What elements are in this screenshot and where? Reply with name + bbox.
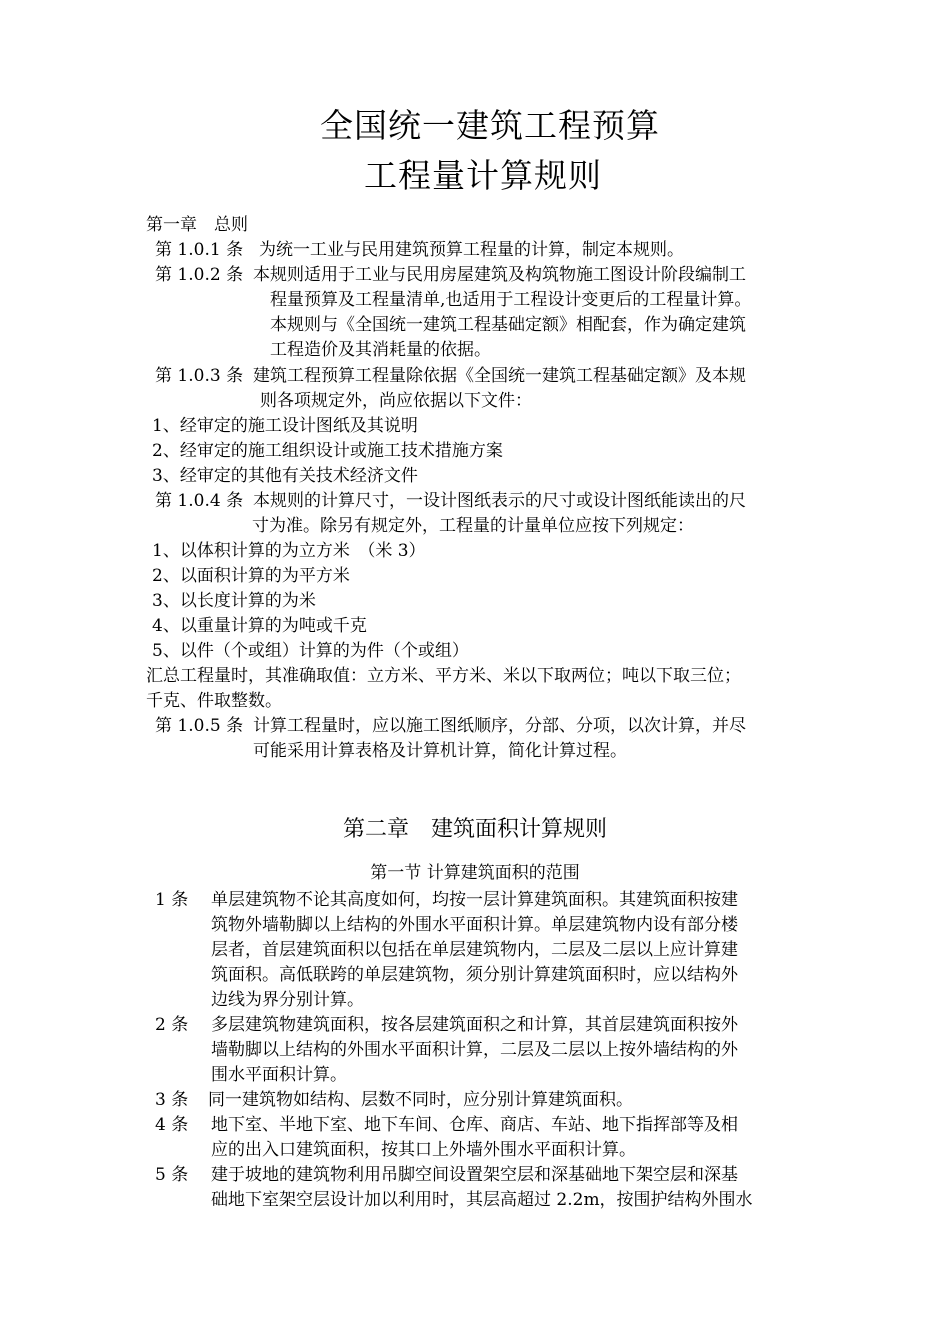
chapter2-heading: 第二章 建筑面积计算规则 [342, 817, 607, 842]
list-item: 3、以长度计算的为米 [152, 591, 316, 611]
document-title-line2: 工程量计算规则 [364, 156, 602, 195]
article-text: 多层建筑物建筑面积，按各层建筑面积之和计算，其首层建筑面积按外 [211, 1015, 738, 1035]
article-text: 建筑工程预算工程量除依据《全国统一建筑工程基础定额》及本规 [253, 366, 746, 386]
article-number: 第 1.0.3 条 [155, 366, 244, 386]
article-text: 墙勒脚以上结构的外围水平面积计算，二层及二层以上按外墙结构的外 [211, 1040, 738, 1060]
article-text: 单层建筑物不论其高度如何，均按一层计算建筑面积。其建筑面积按建 [211, 890, 738, 910]
article-text: 边线为界分别计算。 [211, 990, 364, 1010]
article-text: 层者，首层建筑面积以包括在单层建筑物内，二层及二层以上应计算建 [211, 940, 738, 960]
article-text: 筑物外墙勒脚以上结构的外围水平面积计算。单层建筑物内设有部分楼 [211, 915, 738, 935]
article-text: 为统一工业与民用建筑预算工程量的计算，制定本规则。 [259, 240, 684, 260]
list-item: 5、以件（个或组）计算的为件（个或组） [152, 641, 469, 661]
article-number: 3 条 [155, 1090, 189, 1110]
article-text: 工程造价及其消耗量的依据。 [270, 340, 491, 360]
article-number: 第 1.0.5 条 [155, 716, 244, 736]
article-text: 本规则适用于工业与民用房屋建筑及构筑物施工图设计阶段编制工 [253, 265, 746, 285]
article-number: 第 1.0.4 条 [155, 491, 244, 511]
chapter1-heading: 第一章 总则 [146, 215, 248, 235]
article-text: 围水平面积计算。 [211, 1065, 347, 1085]
list-item: 2、以面积计算的为平方米 [152, 566, 350, 586]
article-text: 应的出入口建筑面积，按其口上外墙外围水平面积计算。 [211, 1140, 636, 1160]
summary-text: 千克、件取整数。 [146, 691, 282, 711]
article-number: 4 条 [155, 1115, 189, 1135]
list-item: 1、经审定的施工设计图纸及其说明 [152, 416, 418, 436]
article-text: 同一建筑物如结构、层数不同时，应分别计算建筑面积。 [208, 1090, 633, 1110]
article-text: 筑面积。高低联跨的单层建筑物，须分别计算建筑面积时，应以结构外 [211, 965, 738, 985]
article-text: 程量预算及工程量清单,也适用于工程设计变更后的工程量计算。 [270, 290, 752, 310]
list-item: 2、经审定的施工组织设计或施工技术措施方案 [152, 441, 503, 461]
list-item: 1、以体积计算的为立方米 （米 3） [152, 541, 426, 561]
article-text: 计算工程量时，应以施工图纸顺序，分部、分项，以次计算，并尽 [253, 716, 746, 736]
article-text: 础地下室架空层设计加以利用时，其层高超过 2.2m，按围护结构外围水 [211, 1190, 753, 1210]
article-text: 本规则的计算尺寸，一设计图纸表示的尺寸或设计图纸能读出的尺 [253, 491, 746, 511]
list-item: 3、经审定的其他有关技术经济文件 [152, 466, 418, 486]
article-text: 可能采用计算表格及计算机计算，简化计算过程。 [253, 741, 627, 761]
section-heading: 第一节 计算建筑面积的范围 [370, 863, 580, 883]
article-text: 则各项规定外，尚应依据以下文件： [260, 391, 532, 411]
article-number: 5 条 [155, 1165, 189, 1185]
document-title-line1: 全国统一建筑工程预算 [320, 106, 660, 145]
article-text: 本规则与《全国统一建筑工程基础定额》相配套，作为确定建筑 [270, 315, 746, 335]
article-number: 2 条 [155, 1015, 189, 1035]
list-item: 4、以重量计算的为吨或千克 [152, 616, 367, 636]
article-text: 建于坡地的建筑物利用吊脚空间设置架空层和深基础地下架空层和深基 [211, 1165, 738, 1185]
article-text: 寸为准。除另有规定外，工程量的计量单位应按下列规定： [252, 516, 694, 536]
article-number: 第 1.0.1 条 [155, 240, 244, 260]
article-number: 第 1.0.2 条 [155, 265, 244, 285]
article-number: 1 条 [155, 890, 189, 910]
article-text: 地下室、半地下室、地下车间、仓库、商店、车站、地下指挥部等及相 [211, 1115, 738, 1135]
summary-text: 汇总工程量时，其准确取值：立方米、平方米、米以下取两位；吨以下取三位； [146, 666, 741, 686]
